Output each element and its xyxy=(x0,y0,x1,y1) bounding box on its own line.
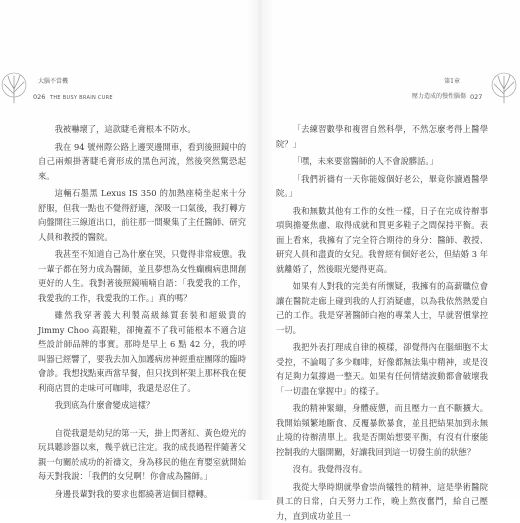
paragraph: 我被嚇壞了，這款睫毛膏根本不防水。 xyxy=(38,122,246,137)
paragraph: 「去練習數學和複習自然科學，不然怎麼考得上醫學院？」 xyxy=(276,122,488,151)
paragraph: 這輛石墨黑 Lexus IS 350 的加熱座椅坐起來十分舒服，但我一點也不覺得舒適，深吸一口氣後，我打轉方向盤開往三線道出口，前往那一間聚集了主任醫師、研究人員和教授的醫院。 xyxy=(38,186,246,244)
paragraph: 「我們祈禱有一天你能嫁個好老公，畢竟你讀過醫學院。」 xyxy=(276,172,488,201)
book-title-zh: 大腦不當機 xyxy=(38,78,68,86)
book-title-en: THE BUSY BRAIN CURE xyxy=(50,94,113,102)
right-page-body xyxy=(276,122,488,490)
paragraph: 「嘿，未來要當醫師的人不會說髒話。」 xyxy=(276,154,488,169)
paragraph: 我從大學時期就學會崇尚犧牲的精神，這是學術醫院員工的日常，白天努力工作，晚上熬夜奮鬥，給自己壓力，直到成功並且一 xyxy=(276,480,488,523)
paragraph: 我在 94 號州際公路上邊哭邊開車，看到後照鏡中的自己兩頰掛著睫毛膏形成的黑色河流，然後突然驚恐起來。 xyxy=(38,140,246,184)
right-page-number: 027 xyxy=(470,93,482,101)
tree-icon xyxy=(0,70,28,104)
paragraph: 我把外表打理成自律的模樣，卻覺得內在腦細胞不太受控，不論喝了多少咖啡，好像都無法集中精神，或是沒有足夠力氣撐過一整天。如果有任何情緒波動都會破壞我「一切盡在掌握中」的樣子。 xyxy=(276,340,488,398)
tree-icon xyxy=(490,70,518,104)
page-gutter xyxy=(246,0,274,500)
chapter-title: 壓力造成的慢性腦傷 xyxy=(412,93,466,101)
paragraph: 我的精神緊繃，身體疲憊，而且壓力一直不斷擴大。我開始頻繁地斷食、反覆暴飲暴食，並且把結果加到永無止境的待辦清單上。我是否開始想要平衡，有沒有什麼能控制我的大腦開關，好讓我回到這一切發生前的狀態？ xyxy=(276,401,488,459)
paragraph: 沒有。我覺得沒有。 xyxy=(276,462,488,477)
chapter-number: 第1章 xyxy=(444,78,460,86)
paragraph: 如果有人對我的完美有所懷疑，我擁有的高薪職位會讓在醫院走廊上碰到我的人打消疑慮，以為我依然熱愛自己的工作。我是穿著醫師白袍的專業人士，早就習慣掌控一切。 xyxy=(276,279,488,337)
left-page-number: 026 xyxy=(33,93,45,101)
left-page-body xyxy=(38,122,246,490)
paragraph: 身邊長輩對我的要求也都繞著這個目標轉。 xyxy=(38,487,246,502)
paragraph: 我和無數其他有工作的女性一樣，日子在完成待辦事項與擔憂焦慮、取得成就和買更多鞋子之間保持平衡。表面上看來，我擁有了完全符合期待的身分：醫師、教授、研究人員和盡責的女兒。我曾經有個好老公，但結婚 3 年就離婚了，然後眼光變得更高。 xyxy=(276,204,488,277)
paragraph: 我到底為什麼會變成這樣？ xyxy=(38,398,246,413)
paragraph: 自從我還是幼兒的第一天，掛上閃著紅、黃色燈光的玩具聽診器以來，幾乎就已注定。我的成長過程伴隨著父親一句關於成功的祈禱文，身為移民的他在育嬰室就開始每天對我說：「我們的女兒啊！你會成為醫師。」 xyxy=(38,426,246,484)
paragraph: 我甚至不知道自己為什麼在哭，只覺得非常疲憊。我一輩子都在努力成為醫師，並且夢想為女性癲癇病患開創更好的人生。我對著後照鏡喃喃自語：「我愛我的工作，我愛我的工作，我愛我的工作。」真的嗎？ xyxy=(38,247,246,305)
paragraph: 雖然我穿著義大利製高級絲質套裝和超級貴的 Jimmy Choo 高跟鞋，卻掩蓋不了我可能根本不適合這些設計師品牌的事實。那時是早上 6 點 42 分，我的呼叫器已經響了，要我去加入加護病房神經重症團隊的臨時會診。我想找點東西當早餐，但只找到杯架上那杯我在便利商店買的走味可可咖啡，我還是忍住了。 xyxy=(38,308,246,395)
